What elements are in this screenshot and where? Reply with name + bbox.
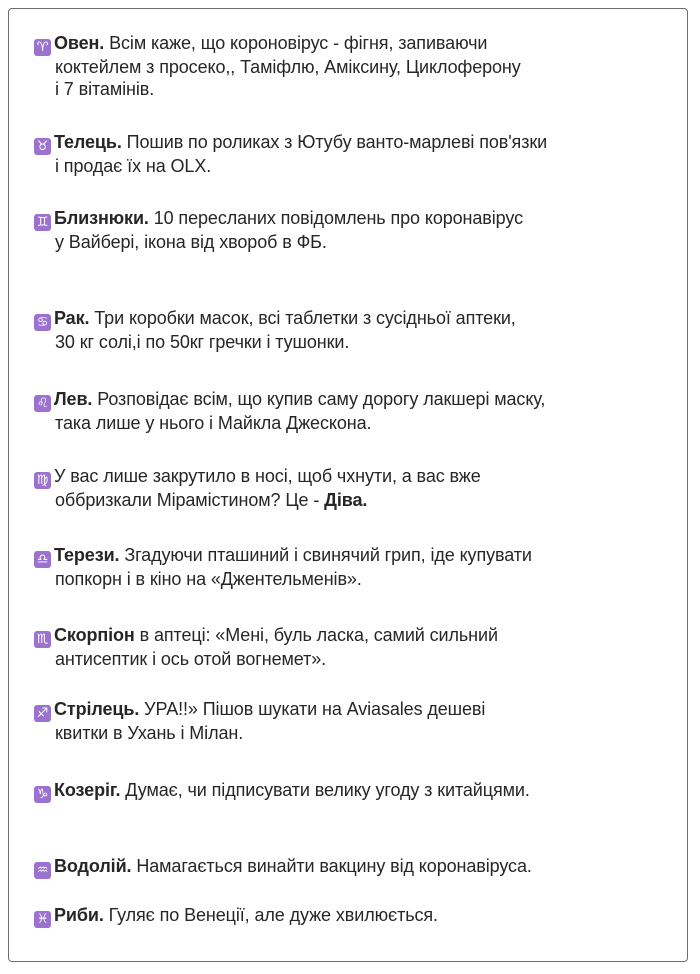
entry-text: Намагається винайти вакцину від коронавіруса. — [131, 856, 532, 876]
sign-name: Терези. — [54, 545, 120, 565]
horoscope-entry-aquarius — [34, 855, 684, 879]
sign-name: Овен. — [54, 33, 105, 53]
entry-text: оббризкали Мірамістином? Це - — [55, 490, 325, 510]
entry-text: попкорн і в кіно на «Джентельменів». — [55, 569, 362, 589]
sign-name: Стрілець. — [54, 699, 140, 719]
sign-name: Лев. — [54, 389, 93, 409]
aries-icon: ♈ — [34, 39, 51, 56]
aquarius-icon: ♒ — [34, 862, 51, 879]
horoscope-entry-virgo — [34, 465, 684, 511]
sagittarius-icon: ♐ — [34, 705, 51, 722]
entry-text: Три коробки масок, всі таблетки з сусідньої аптеки, — [89, 308, 516, 328]
entry-text: Розповідає всім, що купив саму дорогу лакшері маску, — [92, 389, 546, 409]
entry-text: квитки в Ухань і Мілан. — [55, 723, 244, 743]
libra-icon: ♎ — [34, 551, 51, 568]
scorpio-icon: ♏ — [34, 631, 51, 648]
entry-text: антисептик і ось отой вогнемет». — [55, 649, 327, 669]
sign-name: Близнюки. — [54, 208, 149, 228]
horoscope-entry-capricorn — [34, 779, 684, 803]
entry-text: в аптеці: «Мені, буль ласка, самий сильний — [134, 625, 498, 645]
entry-text: Гуляє по Венеції, але дуже хвилюється. — [103, 905, 438, 925]
gemini-icon: ♊ — [34, 214, 51, 231]
entry-text: Думає, чи підписувати велику угоду з китайцями. — [120, 780, 530, 800]
horoscope-entry-scorpio — [34, 624, 684, 670]
sign-name: Рак. — [54, 308, 90, 328]
entry-text: Пошив по роликах з Ютубу ванто-марлеві пов'язки — [121, 132, 548, 152]
horoscope-entry-gemini — [34, 207, 684, 253]
horoscope-entry-libra — [34, 544, 684, 590]
entry-text-line — [34, 489, 684, 511]
horoscope-entry-pisces — [34, 904, 684, 928]
sign-name: Водолій. — [54, 856, 132, 876]
entry-text: і продає їх на OLX. — [55, 156, 212, 176]
taurus-icon: ♉ — [34, 138, 51, 155]
sign-name: Діва. — [324, 490, 368, 510]
entry-text: УРА!!» Пішов шукати на Aviasales дешеві — [139, 699, 486, 719]
horoscope-entry-taurus — [34, 131, 684, 177]
virgo-icon: ♍ — [34, 472, 51, 489]
horoscope-entry-leo — [34, 388, 684, 434]
entry-text: Згадуючи пташиний і свинячий грип, іде купувати — [119, 545, 532, 565]
pisces-icon: ♓ — [34, 911, 51, 928]
capricorn-icon: ♑ — [34, 786, 51, 803]
horoscope-entry-aries — [34, 32, 684, 100]
cancer-icon: ♋ — [34, 314, 51, 331]
entry-text: у Вайбері, ікона від хвороб в ФБ. — [55, 232, 327, 252]
sign-name: Риби. — [54, 905, 104, 925]
entry-text: Всім каже, що короновірус - фігня, запиваючи — [104, 33, 488, 53]
entry-text: 10 пересланих повідомлень про коронавірус — [148, 208, 523, 228]
entry-text: така лише у нього і Майкла Джескона. — [55, 413, 372, 433]
entry-text: і 7 вітамінів. — [55, 79, 155, 99]
entry-text: У вас лише закрутило в носі, щоб чхнути, а вас вже — [54, 466, 481, 486]
sign-name: Скорпіон — [54, 625, 135, 645]
sign-name: Телець. — [54, 132, 122, 152]
horoscope-entry-cancer — [34, 307, 684, 353]
entry-text: 30 кг солі,і по 50кг гречки і тушонки. — [55, 332, 350, 352]
entry-text: коктейлем з просеко,, Таміфлю, Аміксину, Циклоферону — [55, 57, 521, 77]
horoscope-entry-sagittarius — [34, 698, 684, 744]
sign-name: Козеріг. — [54, 780, 121, 800]
leo-icon: ♌ — [34, 395, 51, 412]
